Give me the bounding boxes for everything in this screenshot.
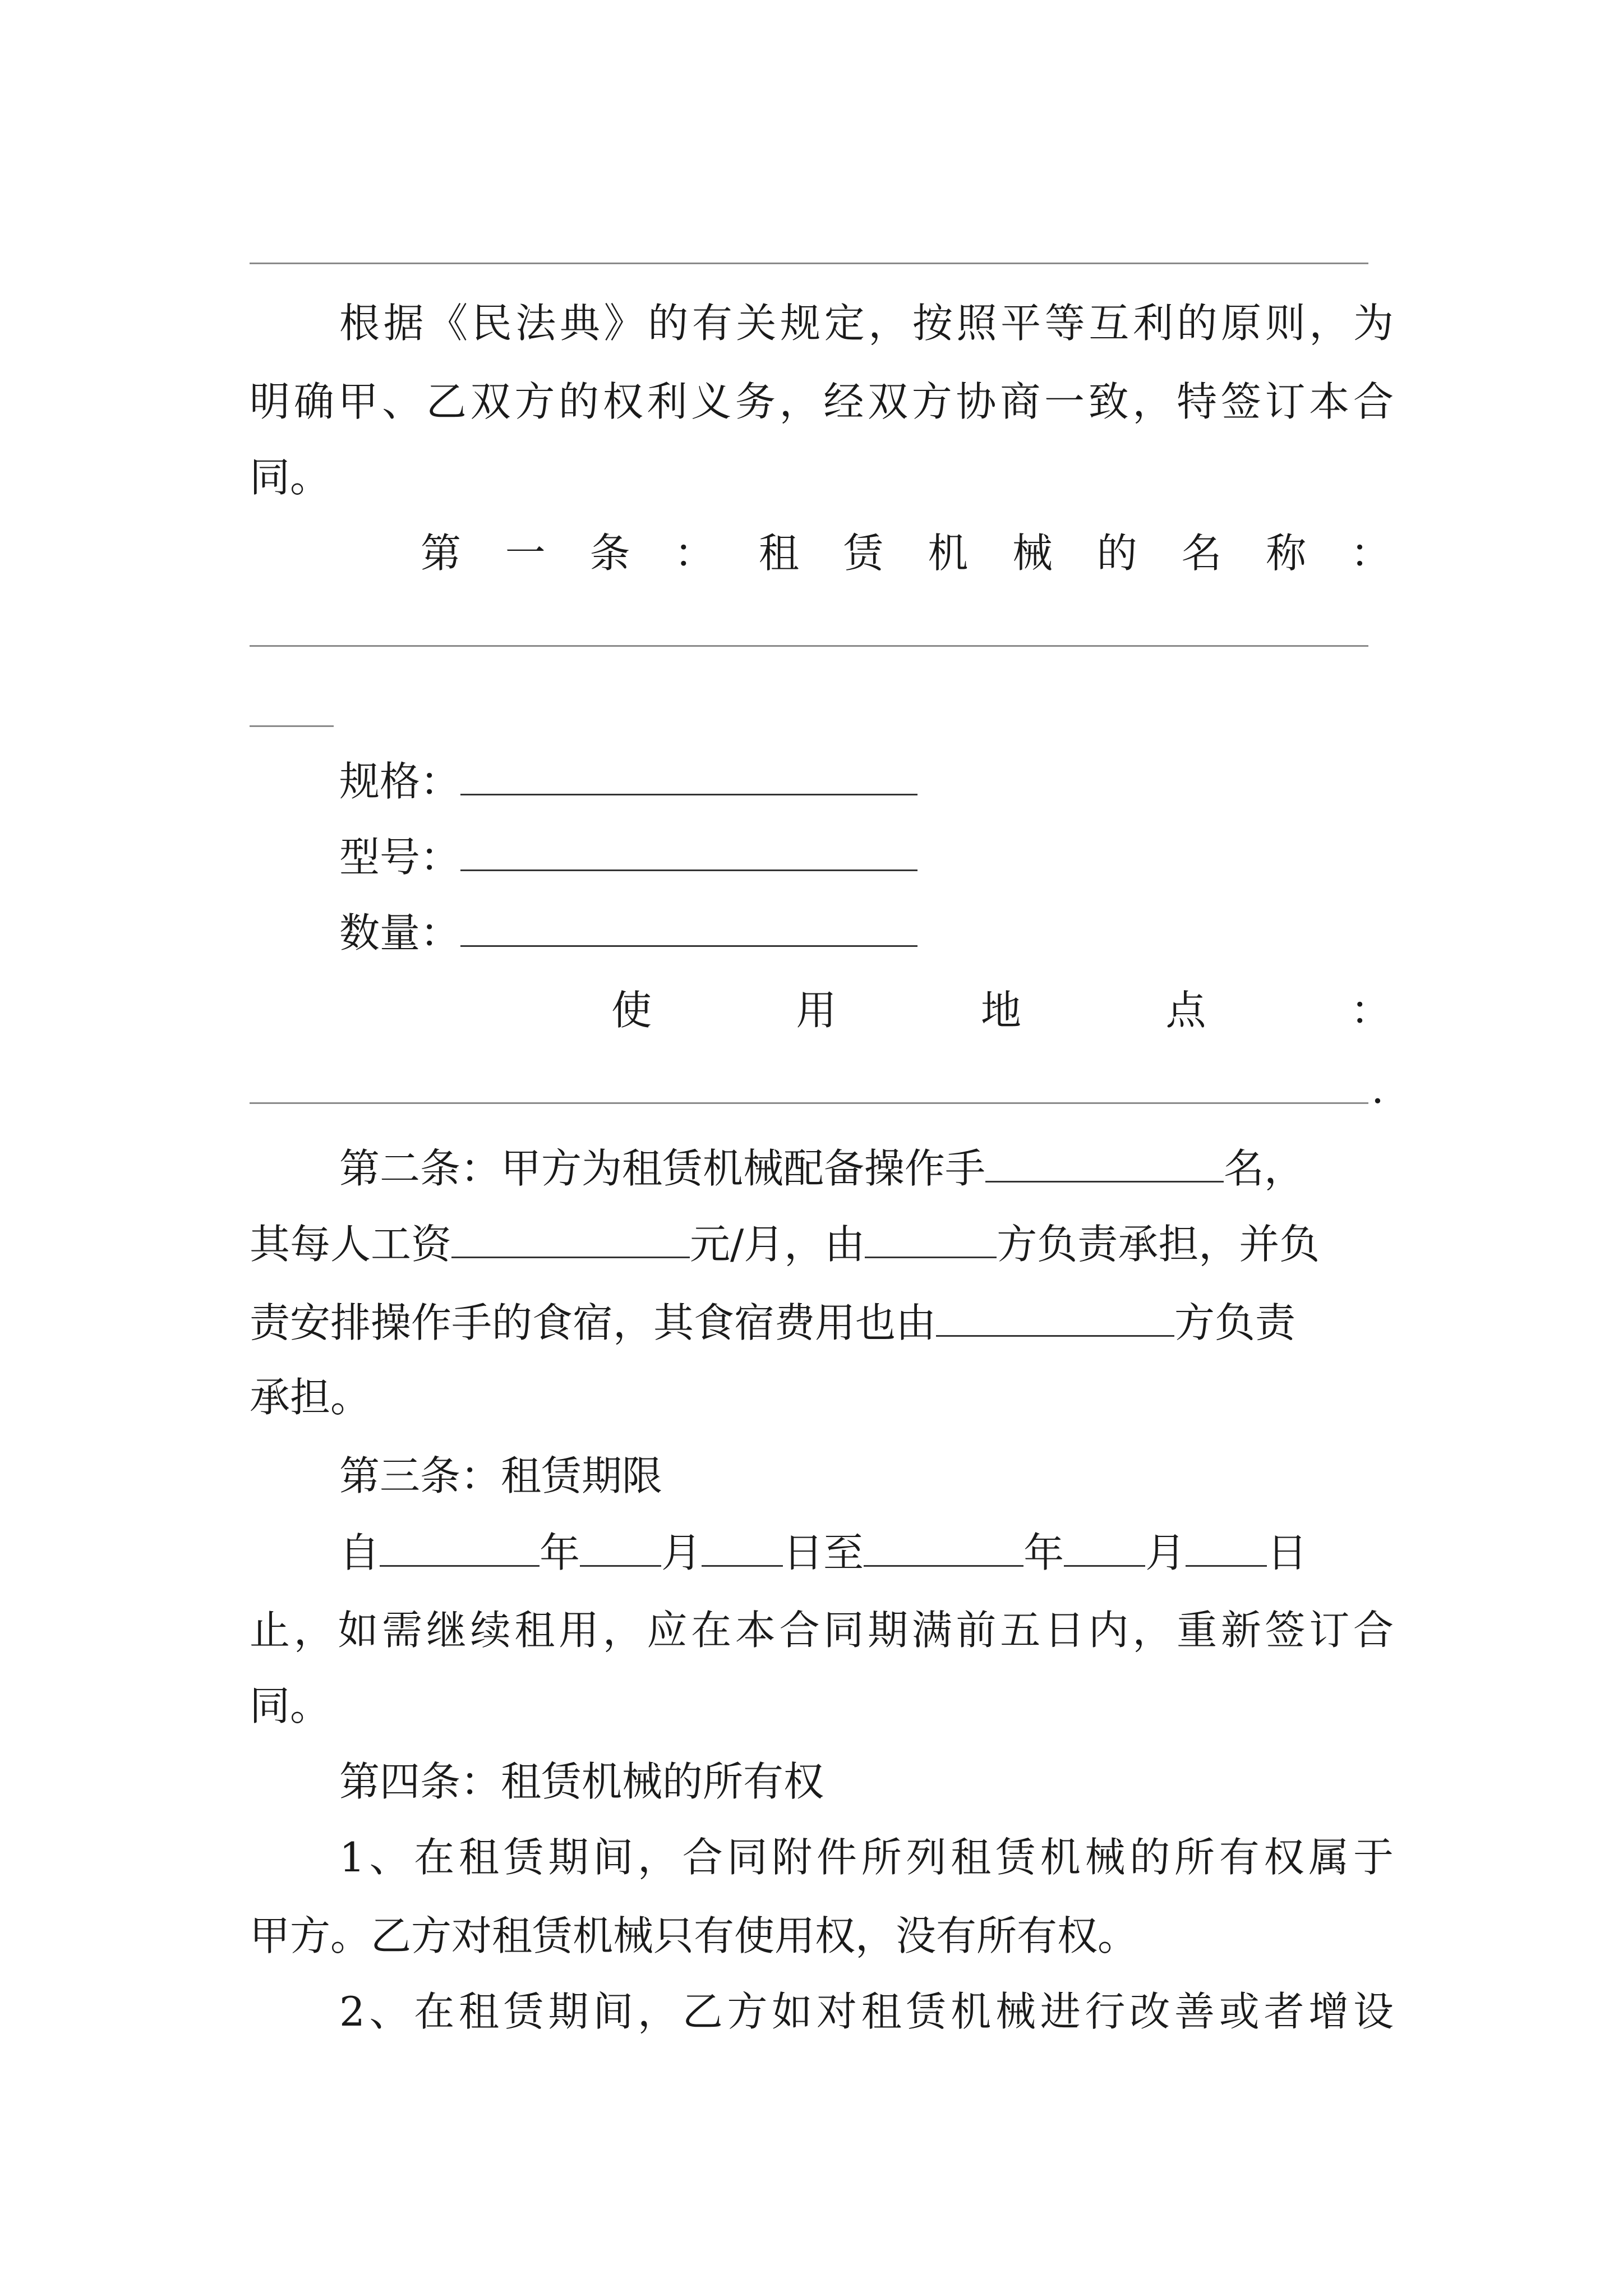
- model-label: 型号：: [339, 834, 461, 881]
- article3-heading: 第三条：租赁期限: [339, 1452, 663, 1499]
- model-row: [339, 834, 1394, 881]
- article4-item2-line-1: 2、在租赁期间，乙方如对租赁机械进行改善或者增设: [339, 1988, 1394, 2035]
- heading-char: 条: [589, 530, 630, 577]
- article2-text-1a: 第二条：甲方为租赁机械配备操作手: [339, 1145, 986, 1192]
- heading-char: ：: [1350, 530, 1391, 577]
- end-day-blank[interactable]: [1186, 1531, 1267, 1567]
- intro-line-2: 明确甲、乙双方的权利义务，经双方协商一致，特签订本合: [250, 378, 1394, 425]
- heading-char: 械: [1012, 530, 1053, 577]
- start-month-blank[interactable]: [580, 1531, 661, 1567]
- article3-line-2: 止，如需继续租用，应在本合同期满前五日内，重新签订合: [250, 1607, 1394, 1654]
- name-blank-line: [250, 645, 1368, 647]
- article2-text-2a: 其每人工资: [250, 1221, 452, 1268]
- start-year-blank[interactable]: [380, 1531, 540, 1567]
- top-rule: [250, 263, 1368, 264]
- location-label: [611, 987, 1391, 1034]
- heading-char: 点: [1165, 987, 1206, 1034]
- operator-count-blank[interactable]: [985, 1147, 1224, 1182]
- start-year-text: 年: [540, 1529, 580, 1576]
- location-blank-line: [250, 1102, 1368, 1104]
- quantity-row: [339, 909, 1394, 956]
- article3-line-3: 同。: [250, 1682, 331, 1729]
- wage-blank[interactable]: [451, 1223, 690, 1258]
- spec-blank[interactable]: [460, 760, 917, 795]
- end-month-blank[interactable]: [1064, 1531, 1145, 1567]
- article2-text-2b: 元/月，由: [690, 1221, 865, 1268]
- heading-char: 机: [928, 530, 969, 577]
- intro-line-1: 根据《民法典》的有关规定，按照平等互利的原则，为: [339, 300, 1394, 347]
- day-to-text: 日至: [783, 1529, 864, 1576]
- spec-label: 规格：: [339, 758, 461, 805]
- end-day-text: 日: [1267, 1529, 1308, 1576]
- from-text: 自: [339, 1529, 380, 1576]
- spec-row: [339, 758, 1394, 805]
- lodging-party-blank[interactable]: [936, 1301, 1174, 1337]
- article3-dates: [339, 1529, 1394, 1576]
- heading-char: ：: [1350, 987, 1391, 1034]
- article2-text-3b: 方负责: [1174, 1299, 1296, 1346]
- article2-text-3a: 责安排操作手的食宿，其食宿费用也由: [250, 1299, 937, 1346]
- heading-char: 的: [1096, 530, 1137, 577]
- heading-char: 地: [980, 987, 1021, 1034]
- intro-line-3: 同。: [250, 454, 331, 501]
- article2-line-1: [339, 1145, 1394, 1192]
- article2-line-4: 承担。: [250, 1374, 371, 1421]
- article1-heading: [421, 530, 1391, 577]
- article2-line-3: [250, 1299, 1394, 1346]
- article2-line-2: [250, 1221, 1394, 1268]
- model-blank[interactable]: [460, 836, 917, 871]
- heading-char: ：: [674, 530, 715, 577]
- heading-char: 一: [505, 530, 546, 577]
- quantity-blank[interactable]: [460, 912, 917, 947]
- name-blank-line-cont: [250, 725, 334, 727]
- article2-text-2c: 方负责承担，并负: [997, 1221, 1320, 1268]
- article4-heading: 第四条：租赁机械的所有权: [339, 1758, 824, 1805]
- heading-char: 第: [421, 530, 462, 577]
- end-year-blank[interactable]: [864, 1531, 1023, 1567]
- start-month-text: 月: [661, 1529, 702, 1576]
- heading-char: 租: [758, 530, 799, 577]
- heading-char: 赁: [843, 530, 884, 577]
- start-day-blank[interactable]: [702, 1531, 783, 1567]
- heading-char: 名: [1181, 530, 1222, 577]
- quantity-label: 数量：: [339, 909, 461, 956]
- article4-item1-line-1: 1、在租赁期间，合同附件所列租赁机械的所有权属于: [339, 1834, 1394, 1881]
- article2-text-1b: 名，: [1224, 1145, 1305, 1192]
- end-month-text: 月: [1145, 1529, 1186, 1576]
- location-end-mark: .: [1371, 1065, 1384, 1112]
- heading-char: 称: [1266, 530, 1307, 577]
- article4-item1-line-2: 甲方。乙方对租赁机械只有使用权，没有所有权。: [250, 1912, 1138, 1959]
- heading-char: 用: [796, 987, 837, 1034]
- end-year-text: 年: [1023, 1529, 1064, 1576]
- heading-char: 使: [611, 987, 652, 1034]
- wage-party-blank[interactable]: [865, 1223, 997, 1258]
